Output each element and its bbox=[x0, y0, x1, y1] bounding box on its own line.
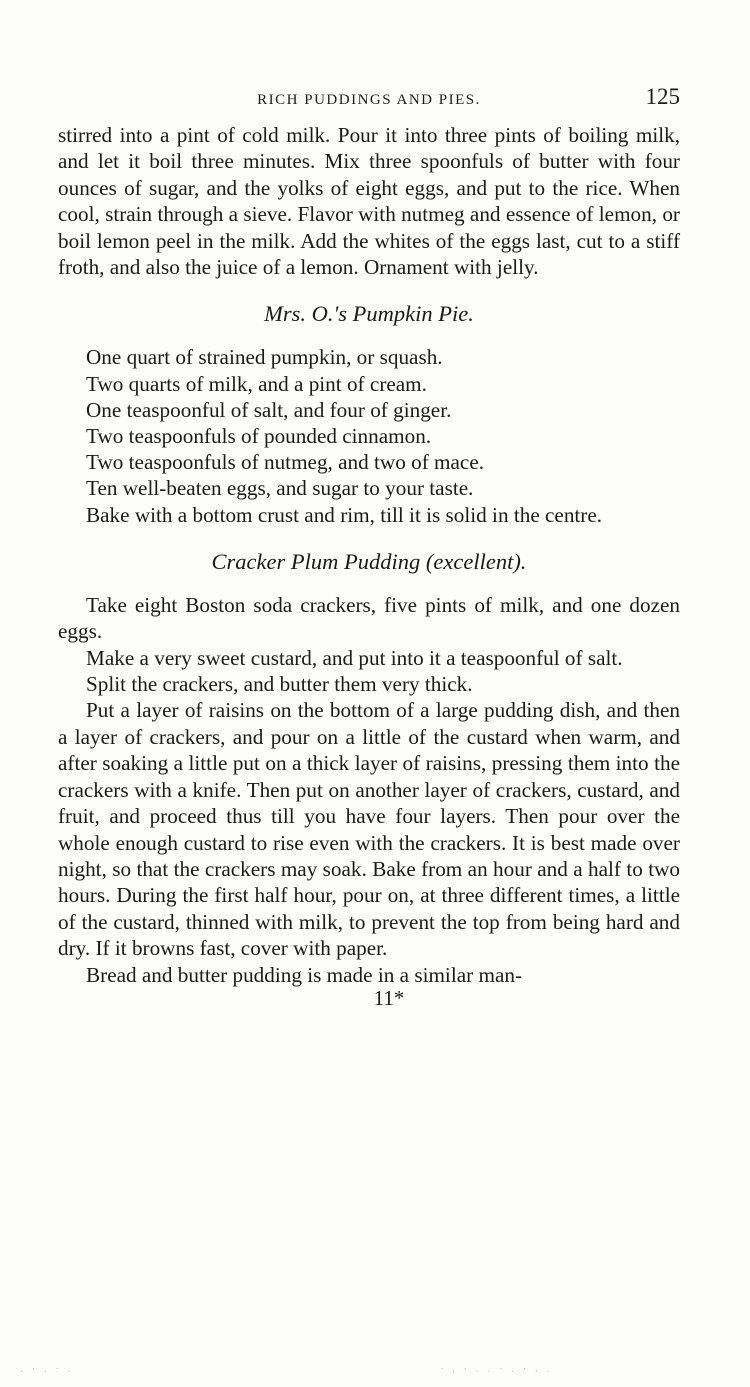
page-header bbox=[58, 84, 680, 122]
book-page bbox=[58, 84, 680, 1010]
ingredient-line: One teaspoonful of salt, and four of ginger. bbox=[86, 397, 452, 422]
page-number: 125 bbox=[645, 84, 680, 109]
paper-speckle: ˙ · ˙ · · ˙ · ˙ · · bbox=[440, 1367, 553, 1378]
running-head: RICH PUDDINGS AND PIES. bbox=[257, 92, 481, 108]
intro-paragraph: stirred into a pint of cold milk. Pour it into three pints of boiling milk, and let it boil three minutes. Mix three spoonfuls of butter with four ounces of sugar, and the yolks of eight eggs, and put to the rice. When cool, strain through a sieve. Flavor with nutmeg and essence of lemon, or boil lemon peel in the milk. Add the whites of the eggs last, cut to a stiff froth, and also the juice of a lemon. Ornament with jelly. bbox=[58, 123, 680, 280]
recipe-paragraph: Make a very sweet custard, and put into it a teaspoonful of salt. bbox=[86, 645, 623, 670]
recipe-title-cracker-plum-pudding: Cracker Plum Pudding (excellent). bbox=[211, 548, 527, 574]
ingredient-list bbox=[58, 344, 680, 527]
recipe-paragraph: Take eight Boston soda crackers, five pints of milk, and one dozen eggs. bbox=[58, 592, 680, 644]
recipe-title-pumpkin-pie: Mrs. O.'s Pumpkin Pie. bbox=[264, 301, 474, 327]
baking-instruction: Bake with a bottom crust and rim, till it is solid in the centre. bbox=[86, 502, 603, 527]
ingredient-line: Ten well-beaten eggs, and sugar to your taste. bbox=[86, 476, 474, 501]
ingredient-line: One quart of strained pumpkin, or squash. bbox=[86, 345, 443, 370]
recipe-paragraph: Bread and butter pudding is made in a similar man- bbox=[86, 962, 522, 987]
ingredient-line: Two quarts of milk, and a pint of cream. bbox=[86, 371, 427, 396]
recipe-paragraph: Put a layer of raisins on the bottom of a large pudding dish, and then a layer of crackers, and pour on a little of the custard when warm, and after soaking a little put on a thick layer of raisins, pressing them into the crackers with a knife. Then put on another layer of crackers, custard, and fruit, and proceed thus till you have four layers. Then pour over the whole enough custard to rise even with the crackers. It is best made over night, so that the crackers may soak. Bake from an hour and a half to two hours. During the first half hour, pour on, at three different times, a little of the custard, thinned with milk, to prevent the top from being hard and dry. If it browns fast, cover with paper. bbox=[58, 698, 680, 961]
ingredient-line: Two teaspoonfuls of nutmeg, and two of mace. bbox=[86, 450, 485, 475]
paper-speckle: · ˙ · ˙ · bbox=[20, 1367, 74, 1378]
ingredient-line: Two teaspoonfuls of pounded cinnamon. bbox=[86, 424, 432, 449]
signature-mark: 11* bbox=[373, 985, 405, 1010]
recipe-paragraph: Split the crackers, and butter them very thick. bbox=[86, 672, 473, 697]
